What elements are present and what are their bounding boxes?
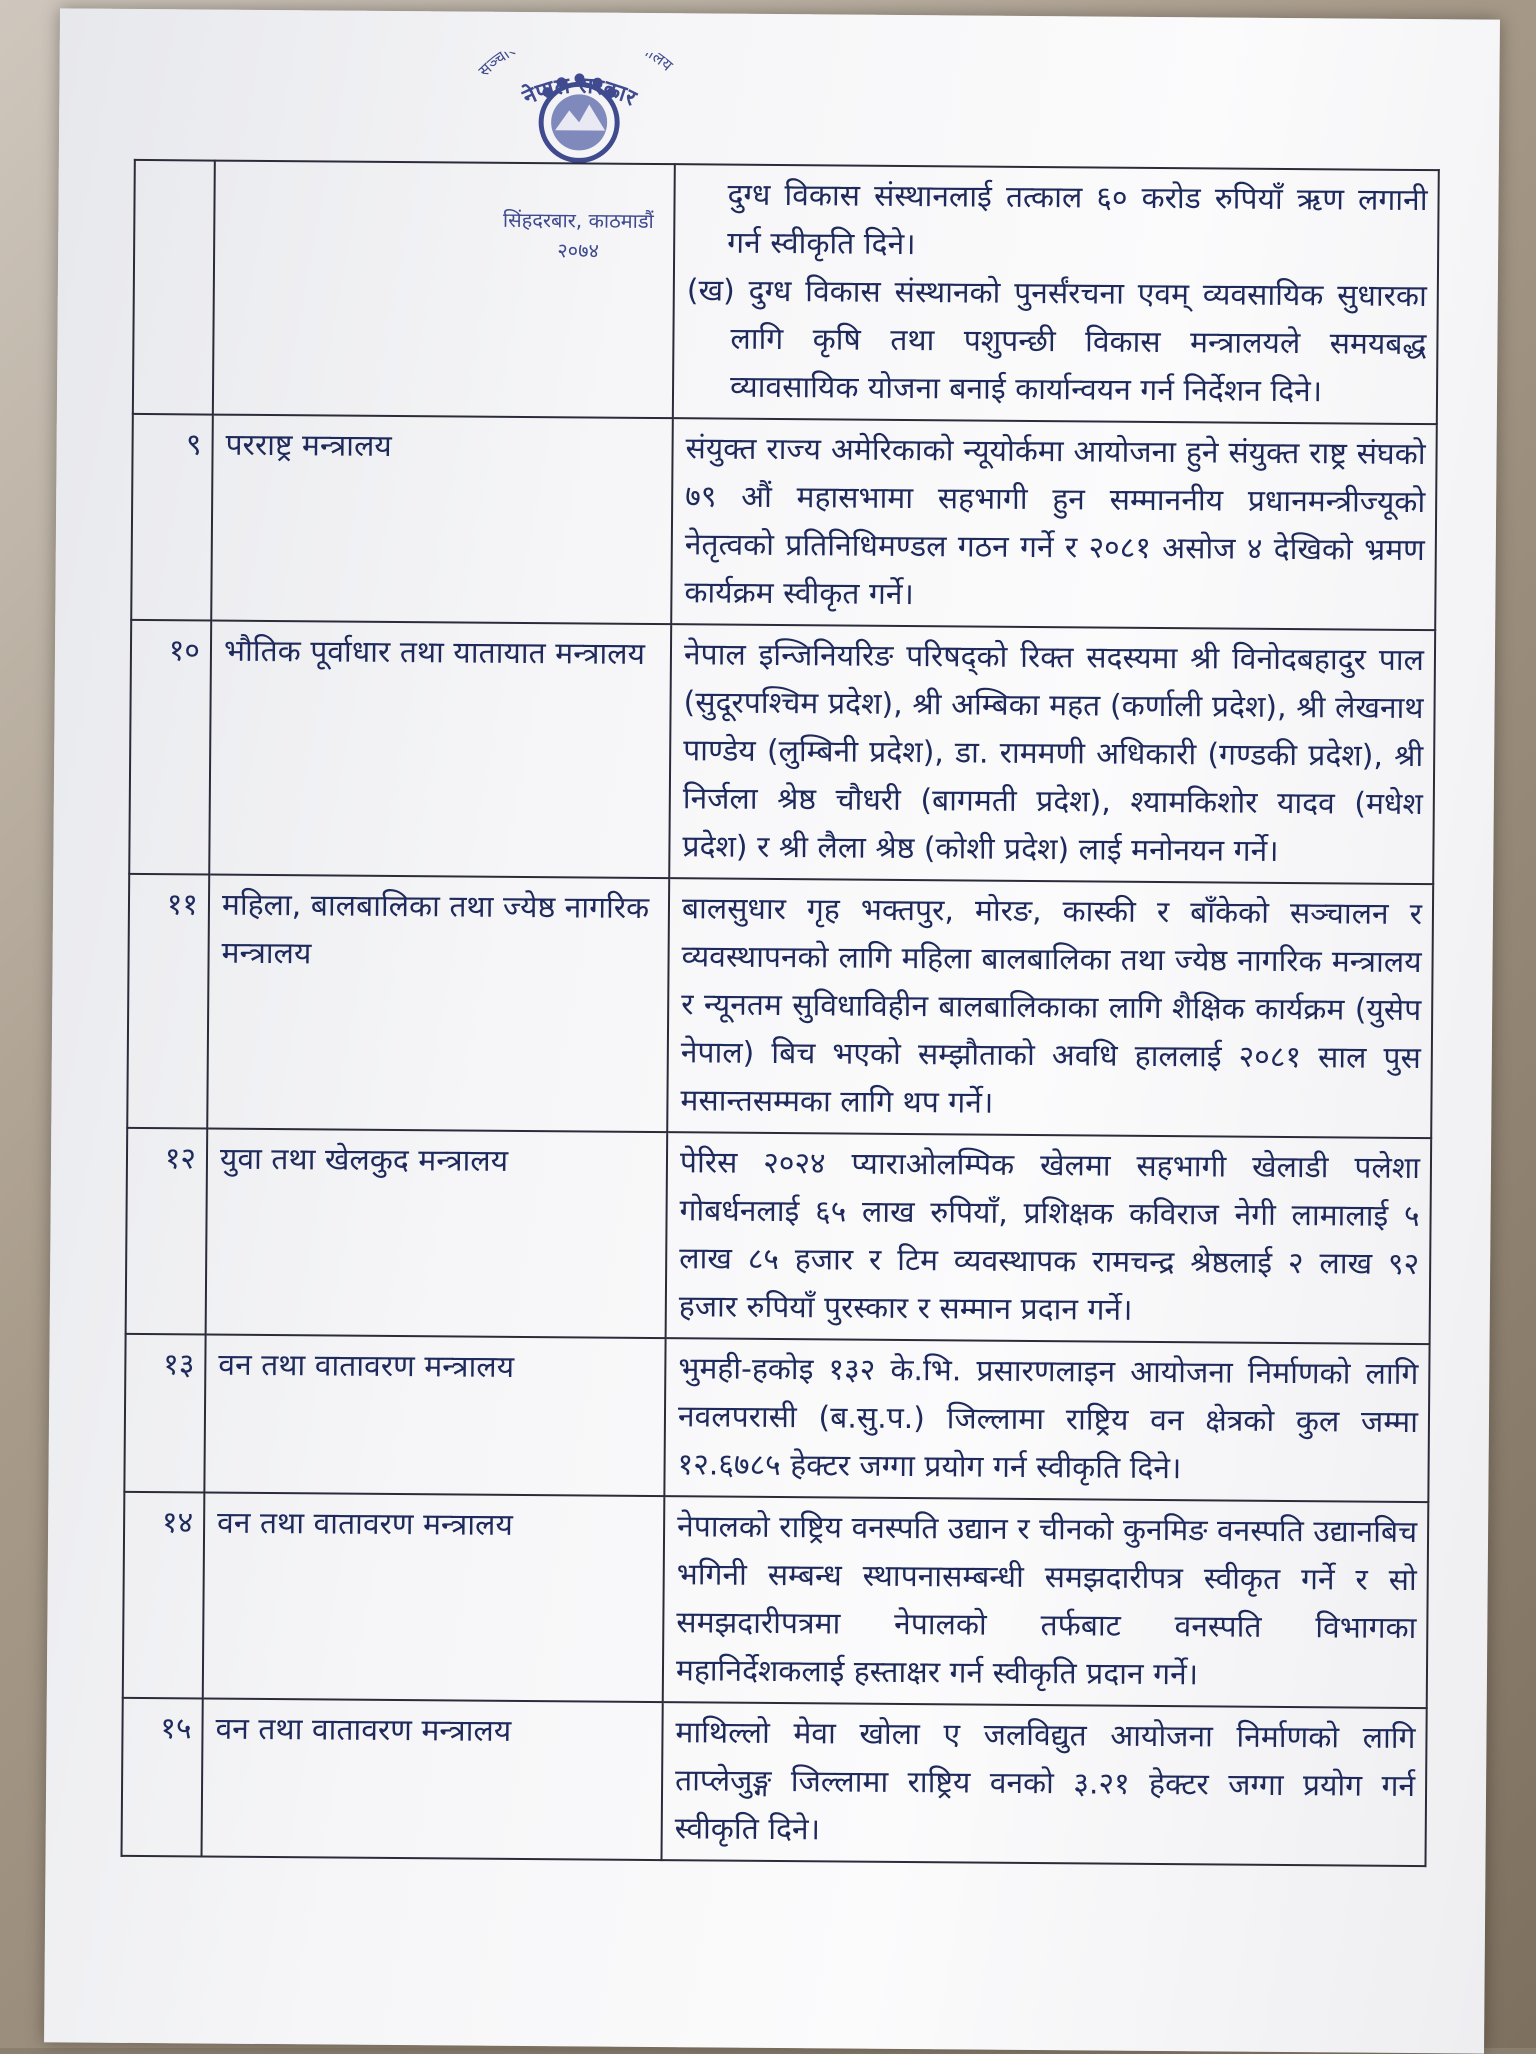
table-row [123,1492,1429,1708]
svg-text:नेपाल सरकार: नेपाल सरकार [519,73,640,112]
seal-year: २०७४ [557,238,600,263]
ministry-name: वन तथा वातावरण मन्त्रालय [202,1699,663,1861]
row-number: १३ [124,1334,205,1493]
ministry-name: वन तथा वातावरण मन्त्रालय [203,1493,665,1703]
ministry-name: परराष्ट्र मन्त्रालय [211,415,673,625]
row-number: ११ [127,874,209,1129]
table-row [124,1334,1429,1502]
ministry-name: भौतिक पूर्वाधार तथा यातायात मन्त्रालय [209,621,671,879]
table-row [131,414,1437,630]
decision-text: बालसुधार गृह भक्तपुर, मोरङ, कास्की र बाँकेको सञ्चालन र व्यवस्थापनको लागि महिला बालबालिका तथा ज्येष्ठ नागरिक मन्त्रालय र न्यूनतम सुविधाविहीन बालबालिकाका लागि शैक्षिक कार्यक्रम (युसेप नेपाल) बिच भएको सम्झौताको अवधि हाललाई २०८१ साल पुस मसान्तसम्मका लागि थप गर्ने। [667,878,1433,1138]
row-number [133,160,215,415]
decision-text [673,164,1439,424]
decision-text: माथिल्लो मेवा खोला ए जलविद्युत आयोजना निर्माणको लागि ताप्लेजुङ्ग जिल्लामा राष्ट्रिय वनको ३.२१ हेक्टर जग्गा प्रयोग गर्न स्वीकृति दिने। [661,1702,1426,1866]
seal-address: सिंहदरबार, काठमाडौं [502,207,654,234]
decision-continuation: दुग्ध विकास संस्थानलाई तत्काल ६० करोड रुपियाँ ऋण लगानी गर्न स्वीकृति दिने। [727,177,1428,263]
decision-text: संयुक्त राज्य अमेरिकाको न्यूयोर्कमा आयोजना हुने संयुक्त राष्ट्र संघको ७९ औं महासभामा सहभागी हुन सम्माननीय प्रधानमन्त्रीज्यूको नेतृत्वको प्रतिनिधिमण्डल गठन गर्ने र २०८१ असोज ४ देखिको भ्रमण कार्यक्रम स्वीकृत गर्ने। [671,418,1437,630]
row-number: १२ [126,1128,208,1335]
ministry-name: महिला, बालबालिका तथा ज्येष्ठ नागरिक मन्त्रालय [207,875,669,1133]
table-row [122,1698,1427,1866]
svg-text:सञ्चार तथा सूचना प्रविधि मन्त्: सञ्चार मन्त्रालय [474,51,677,81]
decision-text: भुमही-हकोइ १३२ के.भि. प्रसारणलाइन आयोजना निर्माणको लागि नवलपरासी (ब.सु.प.) जिल्लामा राष्ट्रिय वन क्षेत्रको कुल जम्मा १२.६७८५ हेक्टर जग्गा प्रयोग गर्न स्वीकृति दिने। [664,1338,1429,1502]
table-row [133,160,1439,424]
decision-text: नेपाल इन्जिनियरिङ परिषद्को रिक्त सदस्यमा श्री विनोदबहादुर पाल (सुदूरपश्चिम प्रदेश), श्री अम्बिका महत (कर्णाली प्रदेश), श्री लेखनाथ पाण्डेय (लुम्बिनी प्रदेश), डा. राममणी अधिकारी (गण्डकी प्रदेश), श्री निर्जला श्रेष्ठ चौधरी (बागमती प्रदेश), श्यामकिशोर यादव (मधेश प्रदेश) र श्री लैला श्रेष्ठ (कोशी प्रदेश) लाई मनोनयन गर्ने। [669,624,1435,884]
row-number: १० [129,620,211,875]
row-number: १५ [122,1698,203,1857]
document-page [44,8,1500,2053]
table-row [127,874,1433,1138]
ministry-name: वन तथा वातावरण मन्त्रालय [204,1335,665,1497]
table-row [129,620,1435,884]
row-number: १४ [123,1492,205,1699]
cabinet-decisions-table [121,159,1440,1867]
table-row [126,1128,1432,1344]
ministry-name: युवा तथा खेलकुद मन्त्रालय [206,1129,668,1339]
decision-subitem: (ख) दुग्ध विकास संस्थानको पुनर्संरचना एवम् व्यवसायिक सुधारका लागि कृषि तथा पशुपन्छी विकास मन्त्रालयले समयबद्ध व्यावसायिक योजना बनाई कार्यान्वयन गर्न निर्देशन दिने। [686,273,1427,410]
decision-text: नेपालको राष्ट्रिय वनस्पति उद्यान र चीनको कुनमिङ वनस्पति उद्यानबिच भगिनी सम्बन्ध स्थापनासम्बन्धी समझदारीपत्र स्वीकृत गर्ने र सो समझदारीपत्रमा नेपालको तर्फबाट वनस्पति विभागका महानिर्देशकलाई हस्ताक्षर गर्न स्वीकृति प्रदान गर्ने। [663,1496,1429,1708]
row-number: ९ [131,414,213,621]
decision-text: पेरिस २०२४ प्याराओलम्पिक खेलमा सहभागी खेलाडी पलेशा गोबर्धनलाई ६५ लाख रुपियाँ, प्रशिक्षक कविराज नेगी लामालाई ५ लाख ८५ हजार र टिम व्यवस्थापक रामचन्द्र श्रेष्ठलाई २ लाख ९२ हजार रुपियाँ पुरस्कार र सम्मान प्रदान गर्ने। [666,1132,1432,1344]
ministry-name [213,161,675,419]
